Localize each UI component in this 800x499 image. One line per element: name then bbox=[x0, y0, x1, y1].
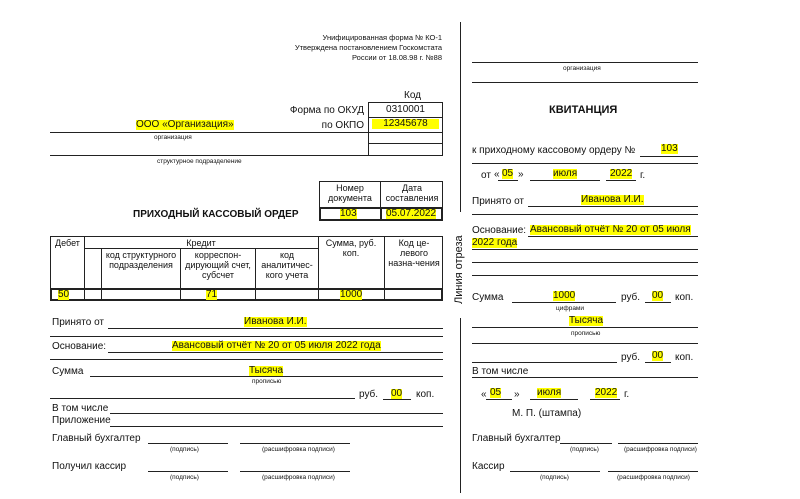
code-label: Код bbox=[404, 90, 422, 101]
receipt-month: июля bbox=[553, 168, 578, 179]
sum-words: Тысяча bbox=[249, 365, 284, 376]
receipt-cashier-signature-caption: (подпись) bbox=[540, 474, 569, 481]
receipt-org-caption: организация bbox=[563, 65, 601, 72]
debit-value: 50 bbox=[58, 289, 70, 300]
receipt-received-from-value: Иванова И.И. bbox=[581, 194, 644, 205]
corr-account-value: 71 bbox=[206, 289, 218, 300]
division-code-header: код структурного подразделения bbox=[105, 250, 177, 271]
kop-value: 00 bbox=[391, 388, 403, 399]
corr-account-header: корреспон-дирующий счет, субсчет bbox=[185, 250, 251, 281]
doc-number-label: Номер документа bbox=[328, 183, 372, 204]
doc-number: 103 bbox=[340, 208, 357, 219]
receipt-basis-line1: Авансовый отчёт № 20 от 05 июля bbox=[530, 224, 691, 235]
receipt-including-label: В том числе bbox=[472, 366, 529, 377]
cashier-signature-caption: (подпись) bbox=[170, 474, 199, 481]
receipt-sum-label: Сумма bbox=[472, 292, 504, 303]
words-caption: прописью bbox=[252, 378, 282, 385]
cut-line-top bbox=[460, 22, 461, 212]
division-caption: структурное подразделение bbox=[157, 158, 242, 165]
receipt-chief-decoding-caption: (расшифровка подписи) bbox=[624, 446, 697, 453]
receipt-basis-label: Основание: bbox=[472, 225, 527, 236]
sum-label: Сумма bbox=[52, 366, 84, 377]
cashier-received-label: Получил кассир bbox=[52, 461, 127, 472]
receipt-words-caption: прописью bbox=[571, 330, 601, 337]
received-from-label: Принято от bbox=[52, 317, 105, 328]
receipt-kop-label-2: коп. bbox=[675, 352, 694, 363]
cut-line-bottom bbox=[460, 318, 461, 493]
credit-header: Кредит bbox=[186, 238, 216, 248]
form-info-line1: Унифицированная форма № КО-1 bbox=[322, 33, 442, 42]
okud-value: 0310001 bbox=[386, 104, 425, 115]
chief-accountant-label: Главный бухгалтер bbox=[52, 433, 141, 444]
receipt-day: 05 bbox=[502, 168, 514, 179]
okpo-value: 12345678 bbox=[372, 119, 439, 129]
chief-decoding-caption: (расшифровка подписи) bbox=[262, 446, 335, 453]
basis-label: Основание: bbox=[52, 341, 107, 352]
receipt-year-suffix: г. bbox=[640, 170, 646, 181]
receipt-kop-value: 00 bbox=[652, 290, 664, 301]
attachment-label: Приложение bbox=[52, 415, 111, 426]
receipt-basis-line2: 2022 года bbox=[472, 237, 518, 248]
sum-header: Сумма, руб. коп. bbox=[325, 238, 377, 259]
cashier-decoding-caption: (расшифровка подписи) bbox=[262, 474, 335, 481]
sum-value: 1000 bbox=[340, 289, 363, 300]
receipt-sum-words: Тысяча bbox=[569, 315, 604, 326]
receipt-sum-digits: 1000 bbox=[553, 290, 576, 301]
rub-label: руб. bbox=[359, 389, 379, 400]
analytic-code-header: код аналитичес-кого учета bbox=[261, 250, 313, 281]
doc-date-label: Дата составления bbox=[385, 183, 439, 204]
receipt-chief-accountant-label: Главный бухгалтер bbox=[472, 433, 561, 444]
receipt-title: КВИТАНЦИЯ bbox=[549, 104, 618, 116]
receipt-rub-label: руб. bbox=[621, 292, 641, 303]
including-label: В том числе bbox=[52, 403, 109, 414]
receipt-year-2: 2022 bbox=[595, 387, 618, 398]
organization-caption: организация bbox=[154, 134, 192, 141]
receipt-cashier-decoding-caption: (расшифровка подписи) bbox=[617, 474, 690, 481]
chief-signature-caption: (подпись) bbox=[170, 446, 199, 453]
receipt-order-number: 103 bbox=[661, 143, 678, 154]
form-info-line2: Утверждена постановлением Госкомстата bbox=[294, 43, 442, 52]
organization-name: ООО «Организация» bbox=[136, 119, 234, 130]
receipt-stamp-label: М. П. (штампа) bbox=[512, 408, 582, 419]
receipt-to-order-label: к приходному кассовому ордеру № bbox=[472, 145, 636, 156]
receipt-cashier-label: Кассир bbox=[472, 461, 505, 472]
receipt-received-from-label: Принято от bbox=[472, 196, 525, 207]
form-info-line3: России от 18.08.98 г. №88 bbox=[352, 53, 442, 62]
receipt-day-2: 05 bbox=[490, 387, 502, 398]
okud-label: Форма по ОКУД bbox=[289, 105, 364, 116]
cut-line-label: Линия отреза bbox=[453, 235, 465, 304]
receipt-year: 2022 bbox=[610, 168, 633, 179]
receipt-rub-label-2: руб. bbox=[621, 352, 641, 363]
basis-value: Авансовый отчёт № 20 от 05 июля 2022 года bbox=[172, 340, 381, 351]
purpose-code-header: Код це-левого назна-чения bbox=[388, 238, 440, 269]
receipt-chief-signature-caption: (подпись) bbox=[570, 446, 599, 453]
receipt-kop-value-2: 00 bbox=[652, 350, 664, 361]
order-title: ПРИХОДНЫЙ КАССОВЫЙ ОРДЕР bbox=[133, 209, 299, 220]
doc-date: 05.07.2022 bbox=[386, 208, 437, 219]
receipt-digits-caption: цифрами bbox=[556, 305, 585, 312]
received-from-value: Иванова И.И. bbox=[244, 316, 307, 327]
receipt-kop-label: коп. bbox=[675, 292, 694, 303]
debit-header: Дебет bbox=[55, 238, 80, 248]
receipt-from-label: от bbox=[481, 170, 491, 181]
okpo-label: по ОКПО bbox=[321, 120, 364, 131]
receipt-year-suffix-2: г. bbox=[624, 389, 630, 400]
kop-label: коп. bbox=[416, 389, 435, 400]
receipt-month-2: июля bbox=[537, 387, 562, 398]
